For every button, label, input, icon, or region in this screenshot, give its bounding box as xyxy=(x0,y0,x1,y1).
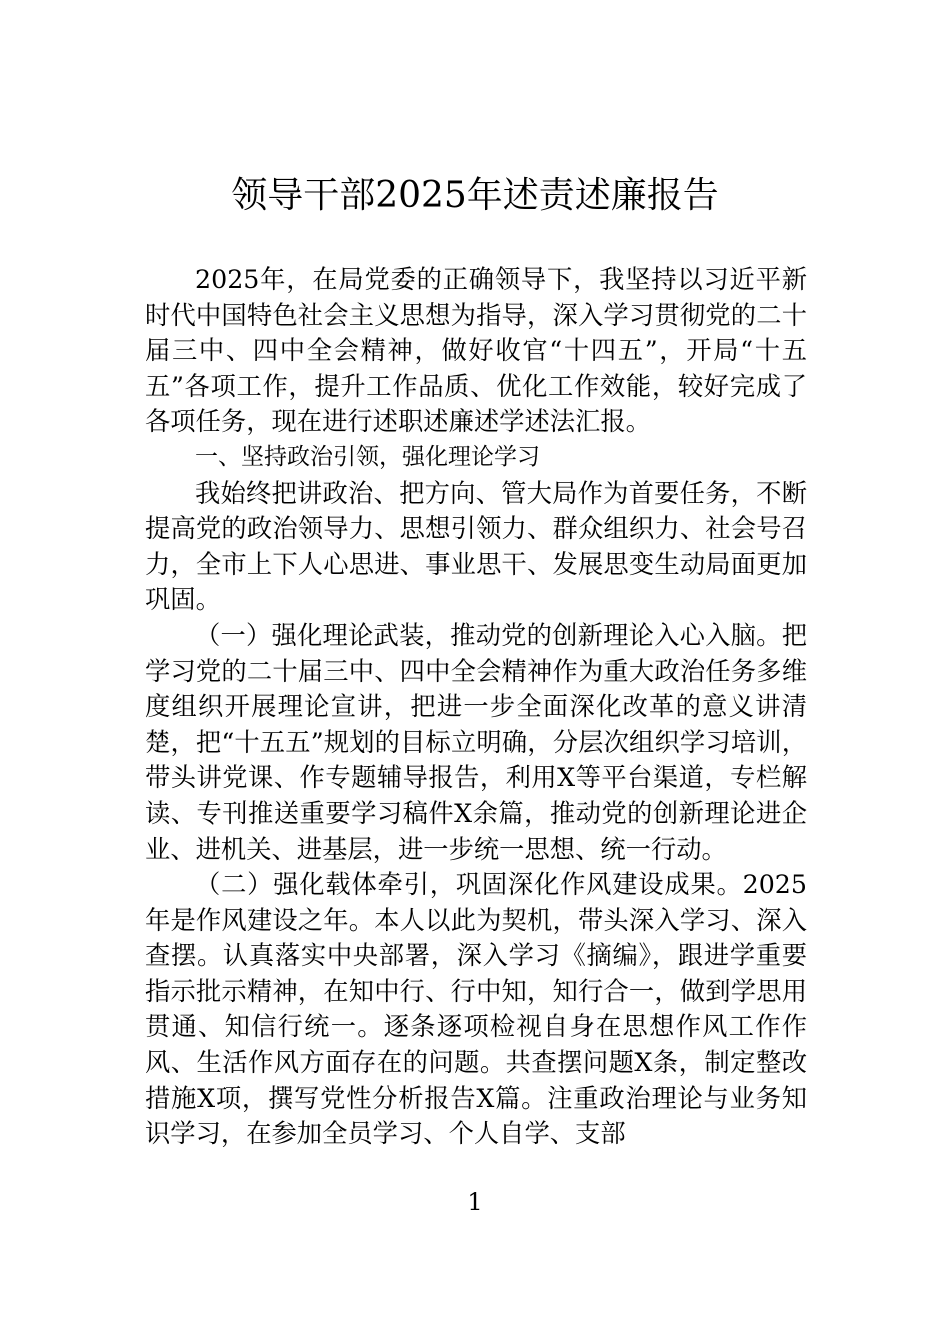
section-heading-1: 一、坚持政治引领，强化理论学习 xyxy=(195,443,540,470)
subsection-2-paragraph: （二）强化载体牵引，巩固深化作风建设成果。2025年是作风建设之年。本人以此为契机，带头深入学习、深入查摆。认真落实中央部署，深入学习《摘编》，跟进学重要指示批示精神，在知中行、行中知，知行合一，做到学思用贯通、知信行统一。逐条逐项检视自身在思想作风工作作风、生活作风方面存在的问题。共查摆问题X条，制定整改措施X项，撰写党性分析报告X篇。注重政治理论与业务知识学习，在参加全员学习、个人自学、支部 xyxy=(145,870,807,1149)
page-number: 1 xyxy=(467,1188,483,1216)
document-title: 领导干部2025年述责述廉报告 xyxy=(231,175,719,216)
subsection-1-paragraph: （一）强化理论武装，推动党的创新理论入心入脑。把学习党的二十届三中、四中全会精神作为重大政治任务多维度组织开展理论宣讲，把进一步全面深化改革的意义讲清楚，把“十五五”规划的目标立明确，分层次组织学习培训，带头讲党课、作专题辅导报告，利用X等平台渠道，专栏解读、专刊推送重要学习稿件X余篇，推动党的创新理论进企业、进机关、进基层，进一步统一思想、统一行动。 xyxy=(145,620,807,864)
section-1-paragraph: 我始终把讲政治、把方向、管大局作为首要任务，不断提高党的政治领导力、思想引领力、群众组织力、社会号召力，全市上下人心思进、事业思干、发展思变生动局面更加巩固。 xyxy=(145,478,807,615)
intro-paragraph: 2025年，在局党委的正确领导下，我坚持以习近平新时代中国特色社会主义思想为指导，深入学习贯彻党的二十届三中、四中全会精神，做好收官“十四五”，开局“十五五”各项工作，提升工作品质、优化工作效能，较好完成了各项任务，现在进行述职述廉述学述法汇报。 xyxy=(145,265,807,437)
document-body xyxy=(145,262,807,1152)
